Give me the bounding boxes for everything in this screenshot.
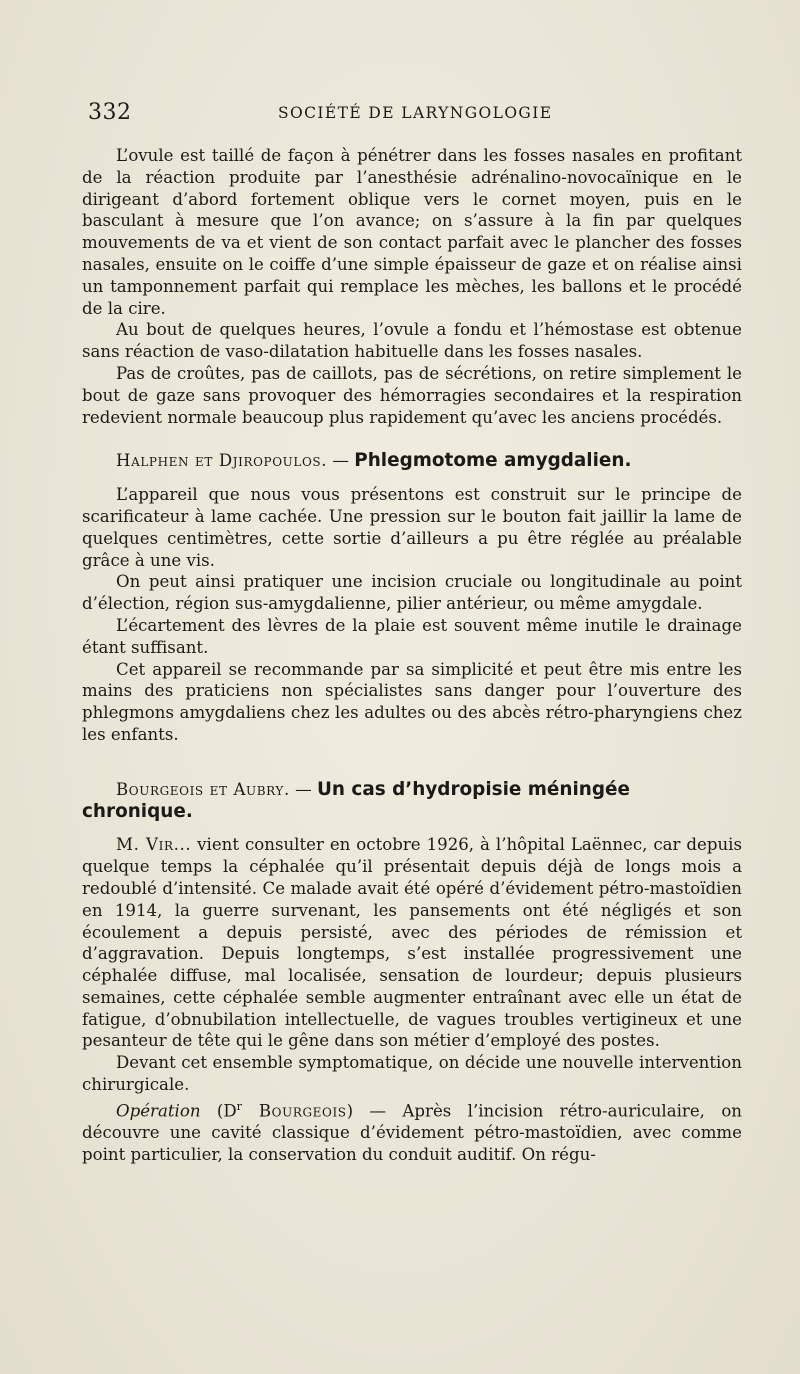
paragraph-incision: On peut ainsi pratiquer une incision cruciale ou longitudinale au point d’élection, région sus-amygdalienne, pilier antérieur, ou même amygdale. [82, 572, 742, 614]
heading-dash: — [327, 451, 355, 471]
paragraph-ecartement: L’écartement des lèvres de la plaie est souvent même inutile le drainage étant suffisant. [82, 615, 742, 657]
heading-title: Phlegmotome amygdalien. [354, 450, 632, 472]
section-spacer [82, 746, 742, 779]
paragraph-ovule: L’ovule est taillé de façon à pénétrer dans les fosses nasales en profitant de la réaction produite par l’anesthésie adrénalino-novocaïnique en le dirigeant d’abord fortement oblique vers le cornet moyen, puis en le basculant à mesure que l’on avance; on s’assure à la fin par quelques mouvements de va et vient de son contact parfait avec le plancher des fosses nasales, ensuite on le coiffe d’une simple épaisseur de gaze et on réalise ainsi un tamponnement parfait qui remplace les mèches, les ballons et le procédé de la cire. [82, 146, 742, 318]
heading-title: Un cas d’hydropisie méningée chronique. [82, 778, 631, 822]
body-text [82, 145, 742, 1166]
running-title: SOCIÉTÉ DE LARYNGOLOGIE [278, 104, 553, 122]
section-heading-hydropisie [82, 779, 742, 823]
paragraph-operation [82, 1096, 742, 1166]
running-head [88, 100, 740, 130]
operation-label: Opération [116, 1101, 201, 1121]
section-heading-phlegmotome [82, 450, 742, 472]
section-spacer [82, 472, 742, 484]
operation-ref-open: (D [200, 1101, 237, 1121]
paragraph-hemostase: Au bout de quelques heures, l’ovule a fondu et l’hémostase est obtenue sans réaction de vaso-dilatation habituelle dans les fosses nasales. [82, 320, 742, 362]
heading-authors: Bourgeois et Aubry. [116, 779, 290, 799]
patient-name: M. Vir... [116, 835, 192, 855]
paragraph-decision: Devant cet ensemble symptomatique, on décide une nouvelle intervention chirurgicale. [82, 1053, 742, 1095]
patient-history-text: vient consulter en octobre 1926, à l’hôpital Laënnec, car depuis quelque temps la céphalée qu’il présentait depuis déjà de longs mois a redoublé d’intensité. Ce malade avait été opéré d’évidement pétro-mastoïdien en 1914, la guerre survenant, les pansements ont été négligés et son écoulement a depuis persisté, avec des périodes de rémission et d’aggravation. Depuis longtemps, s’est installée progressivement une céphalée diffuse, mal localisée, sensation de lourdeur; depuis plusieurs semaines, cette céphalée semble augmenter entraînant avec elle un état de fatigue, d’obnubilation intellectuelle, de vagues troubles vertigineux et une pesanteur de tête qui le gêne dans son métier d’employé des postes. [82, 835, 742, 1051]
paragraph-recommande: Cet appareil se recommande par sa simplicité et peut être mis entre les mains des praticiens non spécialistes sans danger pour l’ouverture des phlegmons amygdaliens chez les adultes ou des abcès rétro-pharyngiens chez les enfants. [82, 659, 742, 744]
paragraph-croutes: Pas de croûtes, pas de caillots, pas de sécrétions, on retire simplement le bout de gaze sans provoquer des hémorragies secondaires et la respiration redevient normale beaucoup plus rapidement qu’avec les anciens procédés. [82, 363, 742, 427]
section-spacer [82, 822, 742, 834]
page-number: 332 [88, 100, 132, 125]
operation-ref-sup: r [236, 1099, 242, 1113]
operation-ref-name: Bourgeois [241, 1101, 347, 1121]
operation-text: — Après l’incision rétro-auriculaire, on découvre une cavité classique d’évidement pétro-mastoïdien, avec comme point particulier, la conservation du conduit auditif. On régu- [82, 1101, 742, 1164]
section-spacer [82, 428, 742, 450]
paragraph-patient-history [82, 834, 742, 1052]
operation-ref-close: ) [346, 1101, 354, 1121]
heading-dash: — [289, 779, 317, 799]
paragraph-appareil: L’appareil que nous vous présentons est construit sur le principe de scarificateur à lame cachée. Une pression sur le bouton fait jaillir la lame de quelques centimètres, cette sortie d’ailleurs a pu être réglée au préalable grâce à une vis. [82, 485, 742, 570]
heading-authors: Halphen et Djiropoulos. [116, 451, 328, 471]
